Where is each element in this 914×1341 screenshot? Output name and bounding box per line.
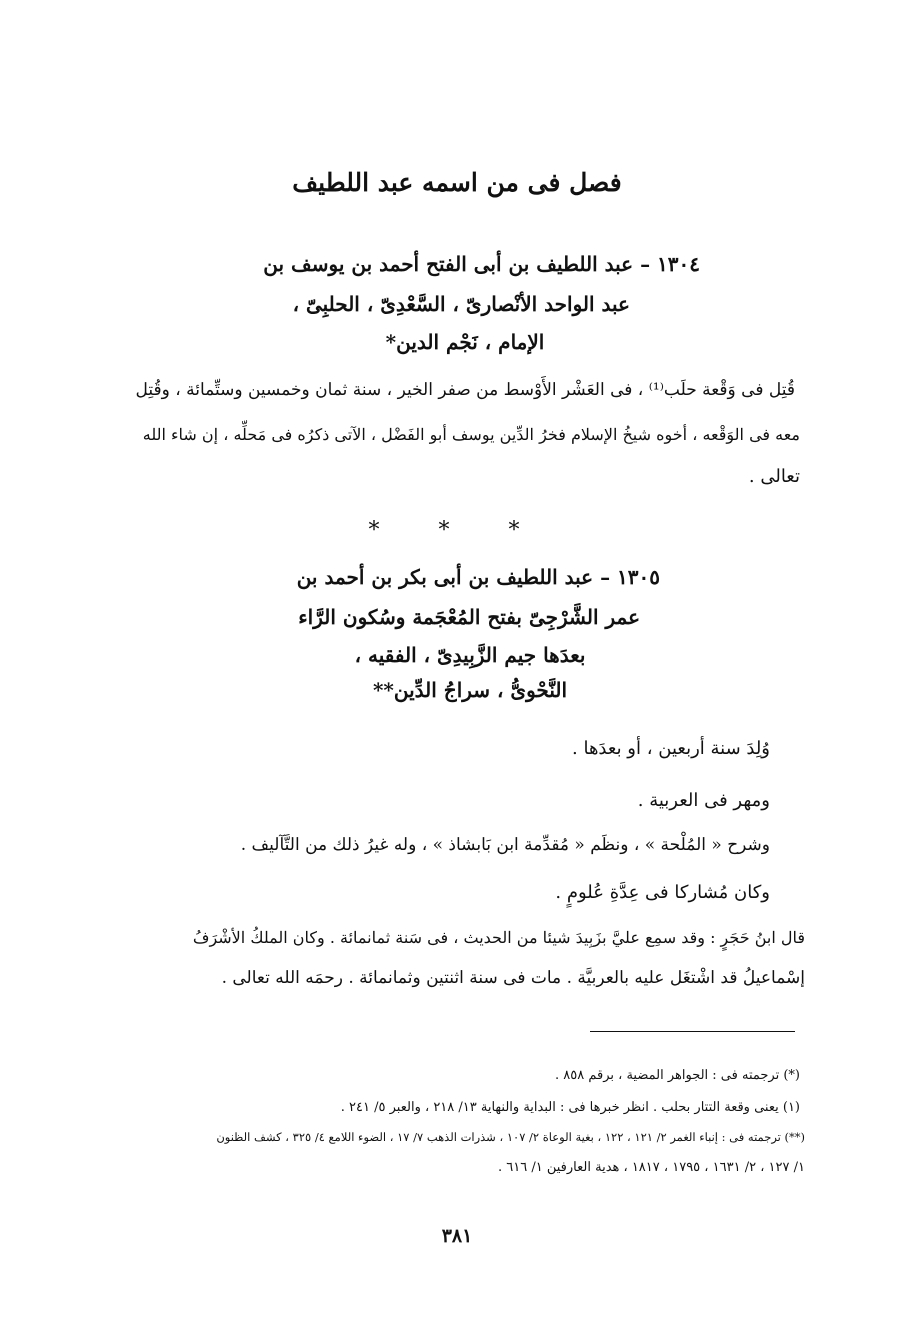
entry-1305-paragraph-1: وُلِدَ سنة أربعين ، أو بعدَها . xyxy=(572,738,770,759)
entry-1304-text-line-3: تعالى . xyxy=(748,466,800,487)
entry-1305-paragraph-4: وكان مُشاركا فى عِدَّةِ عُلومٍ . xyxy=(555,882,770,903)
entry-1304-heading-line-3: الإمام ، نَجْم الدين* xyxy=(385,330,545,354)
page-number: ٣٨١ xyxy=(441,1225,473,1247)
entry-1305-heading-line-1: ١٣٠٥ – عبد اللطيف بن أبى بكر بن أحمد بن xyxy=(296,565,660,589)
entry-1305-heading-line-3: بعدَها جيم الزَّبِيدِىّ ، الفقيه ، xyxy=(354,643,586,667)
entry-1305-paragraph-3: وشرح « المُلْحة » ، ونظَم « مُقدِّمة ابن بَابشاذ » ، وله غيرُ ذلك من التَّآليف . xyxy=(240,835,770,855)
footnote-divider xyxy=(590,1031,795,1032)
entry-1305-paragraph-5-line-2: إسْماعيلُ قد اشْتغَل عليه بالعربيَّة . مات فى سنة اثنتين وثمانمائة . رحمَه الله تعالى . xyxy=(221,968,805,988)
entry-1304-heading-line-1: ١٣٠٤ – عبد اللطيف بن أبى الفتح أحمد بن يوسف بن xyxy=(263,252,700,276)
entry-1304-heading-line-2: عبد الواحد الأنْصارىّ ، السَّعْدِىّ ، الحلبِىّ ، xyxy=(292,292,630,316)
entry-1305-heading-line-4: النَّحْوىُّ ، سراجُ الدِّين** xyxy=(372,678,568,702)
entry-1305-paragraph-5-line-1: قال ابنُ حَجَرٍ : وقد سمِع عليَّ بزَبِيدَ شيئا من الحديث ، فى سَنة ثمانمائة . وكان الملكُ الأشْرَفُ xyxy=(192,928,805,947)
footnote-double-star-line-2: ١/ ١٢٧ ، ٢/ ١٦٣١ ، ١٧٩٥ ، ١٨١٧ ، هدية العارفين ١/ ٦١٦ . xyxy=(498,1160,805,1175)
entry-separator: * * * xyxy=(368,518,546,543)
entry-1305-paragraph-2: ومهر فى العربية . xyxy=(637,790,770,811)
footnote-star: (*) ترجمته فى : الجواهر المضية ، برقم ٨٥٨ . xyxy=(554,1068,800,1083)
entry-1305-heading-line-2: عمر الشَّرْجِىّ بفتح المُعْجَمة وسُكون الرَّاء xyxy=(298,605,640,629)
footnote-double-star-line-1: (**) ترجمته فى : إنباء الغمر ٢/ ١٢١ ، ١٢٢ ، بغية الوعاة ٢/ ١٠٧ ، شذرات الذهب ٧/ ١٧ ، الضوء اللامع ٤/ ٣٢٥ ، كشف الظنون xyxy=(216,1130,805,1144)
entry-1304-text-line-2: معه فى الوَقْعه ، أخوه شيخُ الإسلام فخرُ الدِّين يوسف أبو الفَضْل ، الآتى ذكرُه فى مَحلِّه ، إن شاء الله xyxy=(142,425,800,444)
section-title: فصل فى من اسمه عبد اللطيف xyxy=(292,168,622,197)
entry-1304-text-line-1: قُتِل فى وَقْعة حلَب⁽¹⁾ ، فى العَشْر الأَوْسط من صفر الخير ، سنة ثمان وخمسين وستِّمائة ، وقُتِل xyxy=(135,380,795,400)
footnote-1: (١) يعنى وقعة التتار بحلب . انظر خبرها فى : البداية والنهاية ١٣/ ٢١٨ ، والعبر ٥/ ٢٤١ . xyxy=(340,1100,800,1115)
